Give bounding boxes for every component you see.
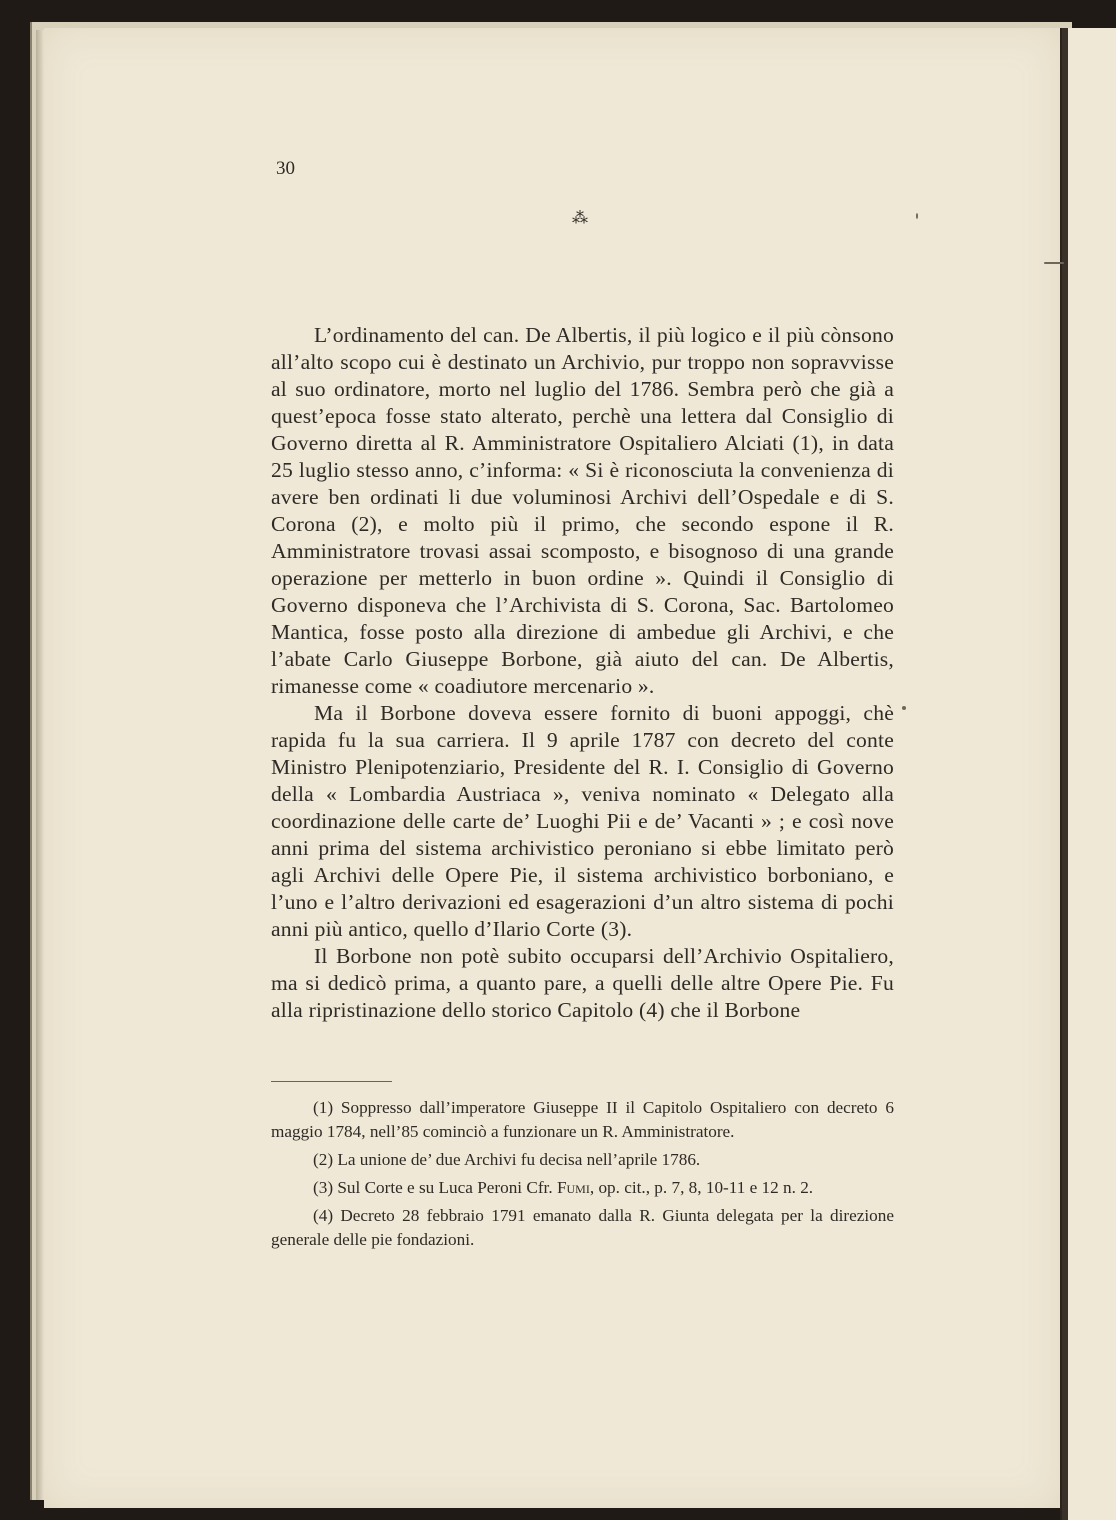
paragraph: L’ordinamento del can. De Albertis, il più logico e il più cònsono all’alto scopo cui è destinato un Archivio, pur troppo non sopravvisse al suo ordinatore, morto nel luglio del 1786. Sembra però che già a quest’epoca fosse stato alterato, perchè una lettera dal Consiglio di Governo diretta al R. Amministratore Ospitaliero Alciati (1), in data 25 luglio stesso anno, c’informa: « Si è riconosciuta la convenienza di avere ben ordinati li due voluminosi Archivi dell’Ospedale e di S. Corona (2), e molto più il primo, che secondo espone il R. Amministratore trovasi assai scomposto, e bisognoso di una grande operazione per metterlo in buon ordine ». Quindi il Consiglio di Governo disponeva che l’Archivista di S. Corona, Sac. Bartolomeo Mantica, fosse posto alla direzione di ambedue gli Archivi, e che l’abate Carlo Giuseppe Borbone, già aiuto del can. De Albertis, rimanesse come « coadiutore mercenario ». <box>271 323 894 698</box>
asterism-ornament: ⁂ <box>572 210 588 227</box>
footnote: (2) La unione de’ due Archivi fu decisa nell’aprile 1786. <box>313 1150 701 1169</box>
paragraph: Ma il Borbone doveva essere fornito di buoni appoggi, chè rapida fu la sua carriera. Il 9 aprile 1787 con decreto del conte Ministro Plenipotenziario, Presidente del R. I. Consiglio di Governo della « Lombardia Austriaca », veniva nominato « Delegato alla coordinazione delle carte de’ Luoghi Pii e de’ Vacanti » ; e così nove anni prima del sistema archivistico peroniano si ebbe limitato però agli Archivi delle Opere Pie, il sistema archivistico borboniano, e l’uno e l’altro derivazioni ed esagerazioni d’un altro sistema di pochi anni più antico, quello d’Ilario Corte (3). <box>271 701 894 941</box>
footnote-author: Fumi <box>556 1178 590 1197</box>
footnote: (4) Decreto 28 febbraio 1791 emanato dalla R. Giunta delegata per la direzione generale delle pie fondazioni. <box>271 1206 894 1249</box>
gutter-shadow <box>1062 28 1068 1520</box>
paper-mark <box>1044 262 1064 264</box>
paragraph: Il Borbone non potè subito occuparsi dell’Archivio Ospitaliero, ma si dedicò prima, a quanto pare, a quelli delle altre Opere Pie. Fu alla ripristinazione dello storico Capitolo (4) che il Borbone <box>271 944 894 1022</box>
body-text <box>271 322 894 1024</box>
facing-page-edge <box>1060 28 1116 1520</box>
paper-speck <box>902 706 906 710</box>
paper-speck <box>916 213 918 219</box>
page-number: 30 <box>276 158 295 179</box>
footnote-separator <box>271 1081 392 1082</box>
page-binding-edge <box>36 30 44 1500</box>
footnote: (1) Soppresso dall’imperatore Giuseppe II il Capitolo Ospitaliero con decreto 6 maggio 1784, nell’85 cominciò a funzionare un R. Amministratore. <box>271 1098 894 1141</box>
footnote <box>271 1176 894 1200</box>
footnote-text: , op. cit., p. 7, 8, 10-11 e 12 n. 2. <box>589 1178 814 1197</box>
footnote-text: (3) Sul Corte e su Luca Peroni Cfr. <box>313 1178 557 1197</box>
footnotes <box>271 1096 894 1256</box>
